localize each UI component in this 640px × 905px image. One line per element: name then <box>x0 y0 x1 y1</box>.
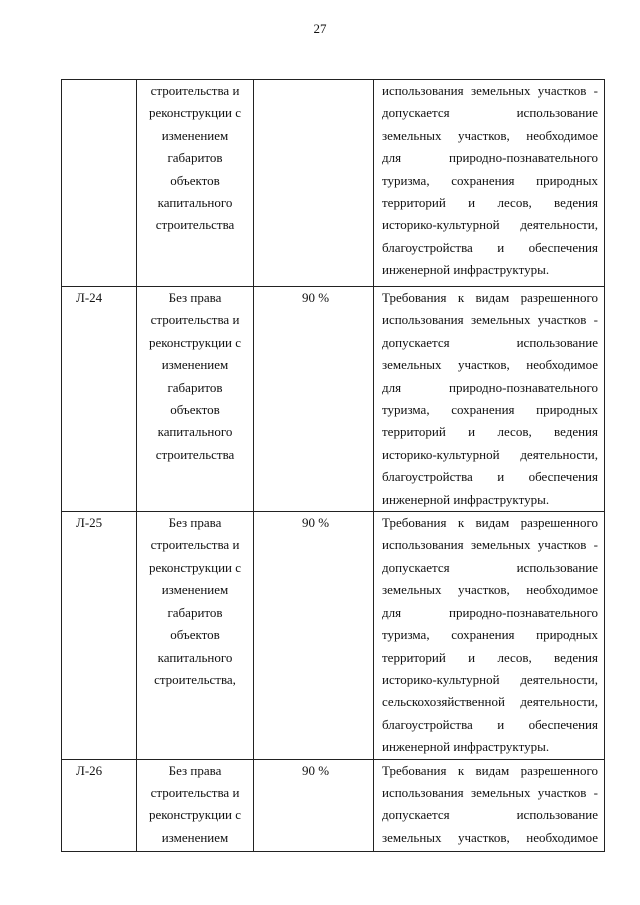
requirements-line: туризма, сохранения природных <box>382 172 598 188</box>
restriction-description-line: объектов <box>170 402 220 418</box>
requirements-line: использования земельных участков - <box>382 83 598 98</box>
restriction-description-line: изменением <box>161 357 229 373</box>
restriction-description-line: реконструкции с <box>148 105 242 121</box>
requirements-line: использования земельных участков - <box>382 537 598 553</box>
restriction-description-line: Без права <box>168 515 222 531</box>
requirements-line: для природно-познавательного <box>382 379 598 395</box>
requirements-line: историко-культурной деятельности, <box>382 446 598 462</box>
requirements-line: земельных участков, необходимое <box>382 357 598 373</box>
zone-code-cell <box>62 287 137 512</box>
requirements-line: территорий и лесов, ведения <box>382 649 598 665</box>
restriction-description-line: изменением <box>161 829 229 845</box>
restriction-description-line: реконструкции с <box>148 559 242 575</box>
percent-value: 90 % <box>301 515 330 531</box>
requirements-line: благоустройства и обеспечения <box>382 239 598 255</box>
restriction-description-line: строительства <box>155 446 235 462</box>
requirements-line: туризма, сохранения природных <box>382 402 598 418</box>
percent-value: 90 % <box>301 762 330 778</box>
requirements-cell <box>374 512 605 759</box>
restriction-description-line: реконструкции с <box>148 807 242 823</box>
requirements-line: благоустройства и обеспечения <box>382 716 598 732</box>
requirements-line: допускается использование <box>382 807 598 823</box>
requirements-line: для природно-познавательного <box>382 150 598 166</box>
zone-code: Л-25 <box>76 515 103 531</box>
restriction-description-cell <box>137 512 254 759</box>
restriction-description-line: строительства, <box>154 671 236 687</box>
restriction-description-line: строительства и <box>150 784 240 800</box>
zoning-requirements-table <box>61 79 605 852</box>
requirements-line: земельных участков, необходимое <box>382 582 598 598</box>
percent-cell <box>254 80 374 287</box>
percent-cell <box>254 759 374 851</box>
restriction-description-line: габаритов <box>167 604 223 620</box>
table-row <box>62 287 605 512</box>
restriction-description-line: реконструкции с <box>148 334 242 350</box>
restriction-description-line: Без права <box>168 290 222 305</box>
table-row <box>62 80 605 287</box>
table-row <box>62 759 605 851</box>
requirements-line: инженерной инфраструктуры. <box>382 262 550 278</box>
zone-code-cell <box>62 80 137 287</box>
restriction-description-line: строительства и <box>150 537 240 553</box>
requirements-line: историко-культурной деятельности, <box>382 671 598 687</box>
table-row <box>62 512 605 759</box>
requirements-line: допускается использование <box>382 105 598 121</box>
zone-code-cell <box>62 759 137 851</box>
requirements-line: для природно-познавательного <box>382 604 598 620</box>
restriction-description-line: Без права <box>168 762 222 778</box>
zone-code: Л-24 <box>76 290 103 305</box>
requirements-line: сельскохозяйственной деятельности, <box>382 694 598 710</box>
restriction-description-line: капитального <box>157 195 233 211</box>
zone-code: Л-26 <box>76 762 103 778</box>
restriction-description-line: капитального <box>157 424 233 440</box>
requirements-line: использования земельных участков - <box>382 784 598 800</box>
restriction-description-cell <box>137 759 254 851</box>
requirements-line: инженерной инфраструктуры. <box>382 491 550 507</box>
restriction-description-line: габаритов <box>167 379 223 395</box>
requirements-cell <box>374 287 605 512</box>
requirements-line: допускается использование <box>382 334 598 350</box>
requirements-line: допускается использование <box>382 559 598 575</box>
requirements-line: историко-культурной деятельности, <box>382 217 598 233</box>
requirements-line: туризма, сохранения природных <box>382 627 598 643</box>
restriction-description-line: изменением <box>161 582 229 598</box>
zone-code-cell <box>62 512 137 759</box>
restriction-description-line: изменением <box>161 127 229 143</box>
restriction-description-line: строительства <box>155 217 235 233</box>
requirements-line: использования земельных участков - <box>382 312 598 328</box>
table-body <box>62 80 605 852</box>
requirements-line: инженерной инфраструктуры. <box>382 739 550 755</box>
requirements-cell <box>374 80 605 287</box>
requirements-line: территорий и лесов, ведения <box>382 195 598 211</box>
restriction-description-cell <box>137 287 254 512</box>
percent-cell <box>254 287 374 512</box>
restriction-description-line: строительства и <box>150 312 240 328</box>
requirements-line: Требования к видам разрешенного <box>382 290 598 305</box>
requirements-line: Требования к видам разрешенного <box>382 515 598 531</box>
requirements-line: территорий и лесов, ведения <box>382 424 598 440</box>
page-number: 27 <box>313 21 327 36</box>
restriction-description-line: строительства и <box>150 83 240 98</box>
requirements-line: благоустройства и обеспечения <box>382 469 598 485</box>
restriction-description-line: объектов <box>170 172 220 188</box>
restriction-description-line: габаритов <box>167 150 223 166</box>
restriction-description-line: объектов <box>170 627 220 643</box>
percent-cell <box>254 512 374 759</box>
requirements-cell <box>374 759 605 851</box>
restriction-description-line: капитального <box>157 649 233 665</box>
percent-value: 90 % <box>301 290 330 305</box>
requirements-line: Требования к видам разрешенного <box>382 762 598 778</box>
restriction-description-cell <box>137 80 254 287</box>
requirements-line: земельных участков, необходимое <box>382 127 598 143</box>
requirements-line: земельных участков, необходимое <box>382 829 598 845</box>
